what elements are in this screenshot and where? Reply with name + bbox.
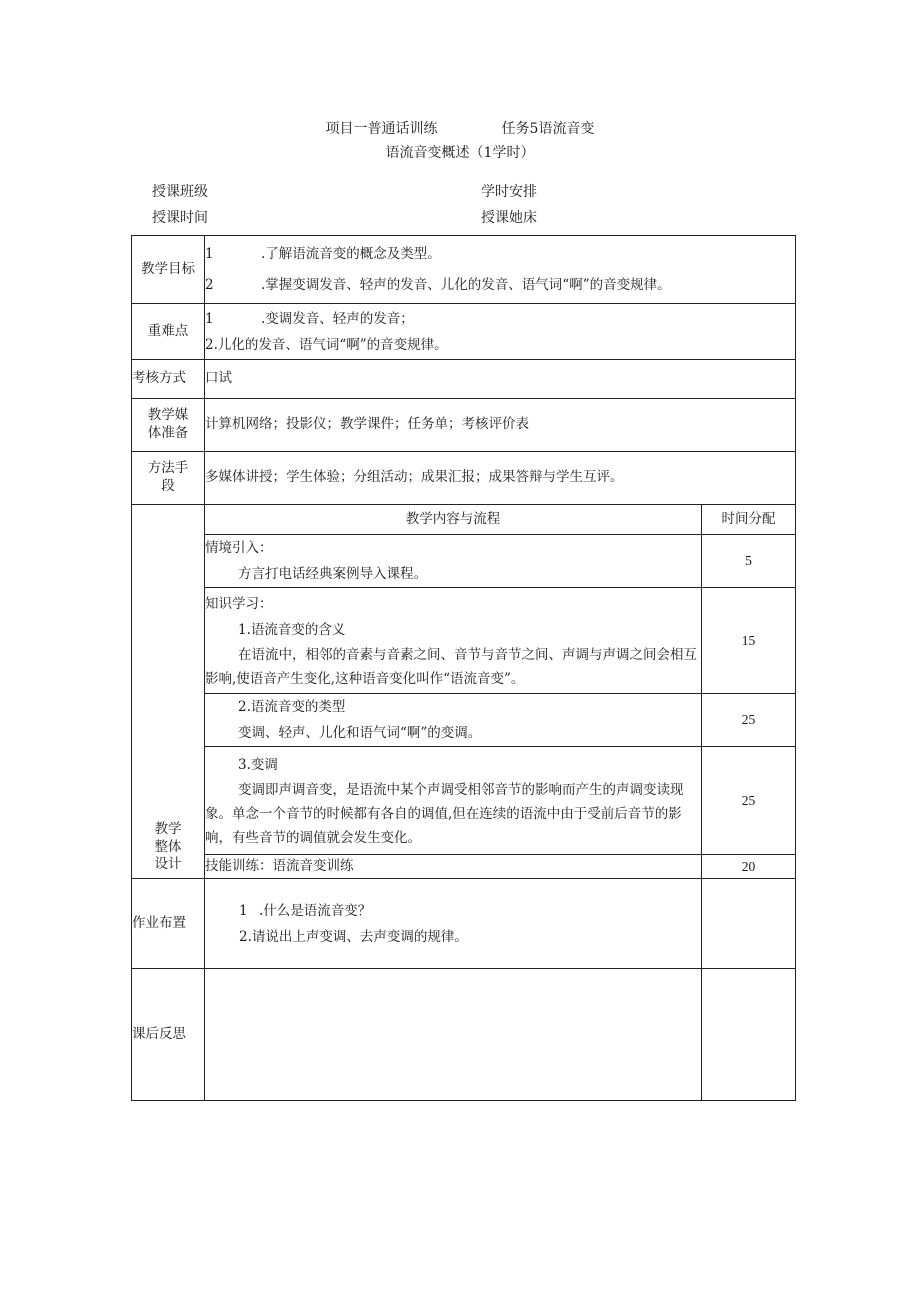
design-header-row <box>132 505 796 535</box>
homework-item: 1 .什么是语流音变？ <box>239 902 372 919</box>
design-row-knowledge <box>132 588 796 694</box>
objectives-label: 教学目标 <box>132 236 205 304</box>
intro-time: 5 <box>702 535 796 588</box>
time-column-header: 时间分配 <box>702 505 796 535</box>
reflection-row <box>132 969 796 1101</box>
content-column-header: 教学内容与流程 <box>205 505 702 535</box>
homework-time <box>702 879 796 969</box>
class-label: 授课班级 <box>152 184 208 200</box>
time-label: 授课时间 <box>152 210 208 226</box>
knowledge-paragraph: 在语流中，相邻的音素与音素之间、音节与音节之间、声调与声调之间会相互影响,使语音产生变化,这种语音变化叫作“语流音变”。 <box>205 646 697 687</box>
skills-time: 20 <box>702 855 796 879</box>
reflection-content <box>205 969 702 1101</box>
assessment-row <box>132 360 796 399</box>
keypoints-content <box>205 304 796 360</box>
keypoints-label: 重难点 <box>132 304 205 360</box>
objectives-content <box>205 236 796 304</box>
skills-title: 技能训练：语流音变训练 <box>205 855 702 879</box>
reflection-time <box>702 969 796 1101</box>
methods-label: 方法手 段 <box>132 452 205 505</box>
design-row-intro <box>132 535 796 588</box>
tone-title: 3.变调 <box>238 756 278 773</box>
design-row-types <box>132 694 796 747</box>
homework-item: 2.请说出上声变调、去声变调的规律。 <box>239 928 468 945</box>
homework-label: 作业布置 <box>132 879 205 969</box>
types-text: 变调、轻声、儿化和语气词“啊”的变调。 <box>238 725 482 741</box>
tone-paragraph: 变调即声调音变，是语流中某个声调受相邻音节的影响而产生的声调变读现象。单念一个音节的时候都有各自的调值,但在连续的语流中由于受前后音节的影响，有些音节的调值就会发生变化。 <box>205 781 684 846</box>
knowledge-time: 15 <box>702 588 796 694</box>
knowledge-subtitle: 1.语流音变的含义 <box>238 621 346 638</box>
lesson-title: 语流音变概述（1学时） <box>385 145 535 161</box>
tone-time: 25 <box>702 747 796 855</box>
media-label: 教学媒 体准备 <box>132 399 205 452</box>
lesson-plan-table <box>131 235 796 1101</box>
intro-title: 情境引入： <box>205 540 273 556</box>
homework-content <box>205 879 702 969</box>
design-row-skills <box>132 855 796 879</box>
media-value: 计算机网络；投影仪；教学课件；任务单；考核评价表 <box>205 399 796 452</box>
hours-label: 学时安排 <box>481 184 537 200</box>
design-label: 教学 整体 设计 <box>132 505 205 879</box>
task-title: 任务5语流音变 <box>501 121 595 137</box>
assessment-value: 口试 <box>205 360 796 399</box>
objectives-row <box>132 236 796 304</box>
objective-item: 1 .了解语流音变的概念及类型。 <box>205 245 441 262</box>
intro-text: 方言打电话经典案例导入课程。 <box>238 566 427 582</box>
methods-value: 多媒体讲授；学生体验；分组活动；成果汇报；成果答辩与学生互评。 <box>205 452 796 505</box>
knowledge-title: 知识学习： <box>205 595 273 612</box>
types-time: 25 <box>702 694 796 747</box>
assessment-label: 考核方式 <box>132 360 205 399</box>
keypoint-item: 1 .变调发音、轻声的发音； <box>205 310 414 327</box>
reflection-label: 课后反思 <box>132 969 205 1101</box>
types-title: 2.语流音变的类型 <box>238 699 346 715</box>
media-row <box>132 399 796 452</box>
place-label: 授课她床 <box>481 210 537 226</box>
homework-row <box>132 879 796 969</box>
project-title: 项目一普通话训练 <box>325 121 438 137</box>
objective-item: 2 .掌握变调发音、轻声的发音、儿化的发音、语气词“啊”的音变规律。 <box>205 276 671 293</box>
keypoint-item: 2.儿化的发音、语气词“啊”的音变规律。 <box>205 336 448 353</box>
keypoints-row <box>132 304 796 360</box>
design-row-tone <box>132 747 796 855</box>
methods-row <box>132 452 796 505</box>
document-title <box>0 122 920 136</box>
